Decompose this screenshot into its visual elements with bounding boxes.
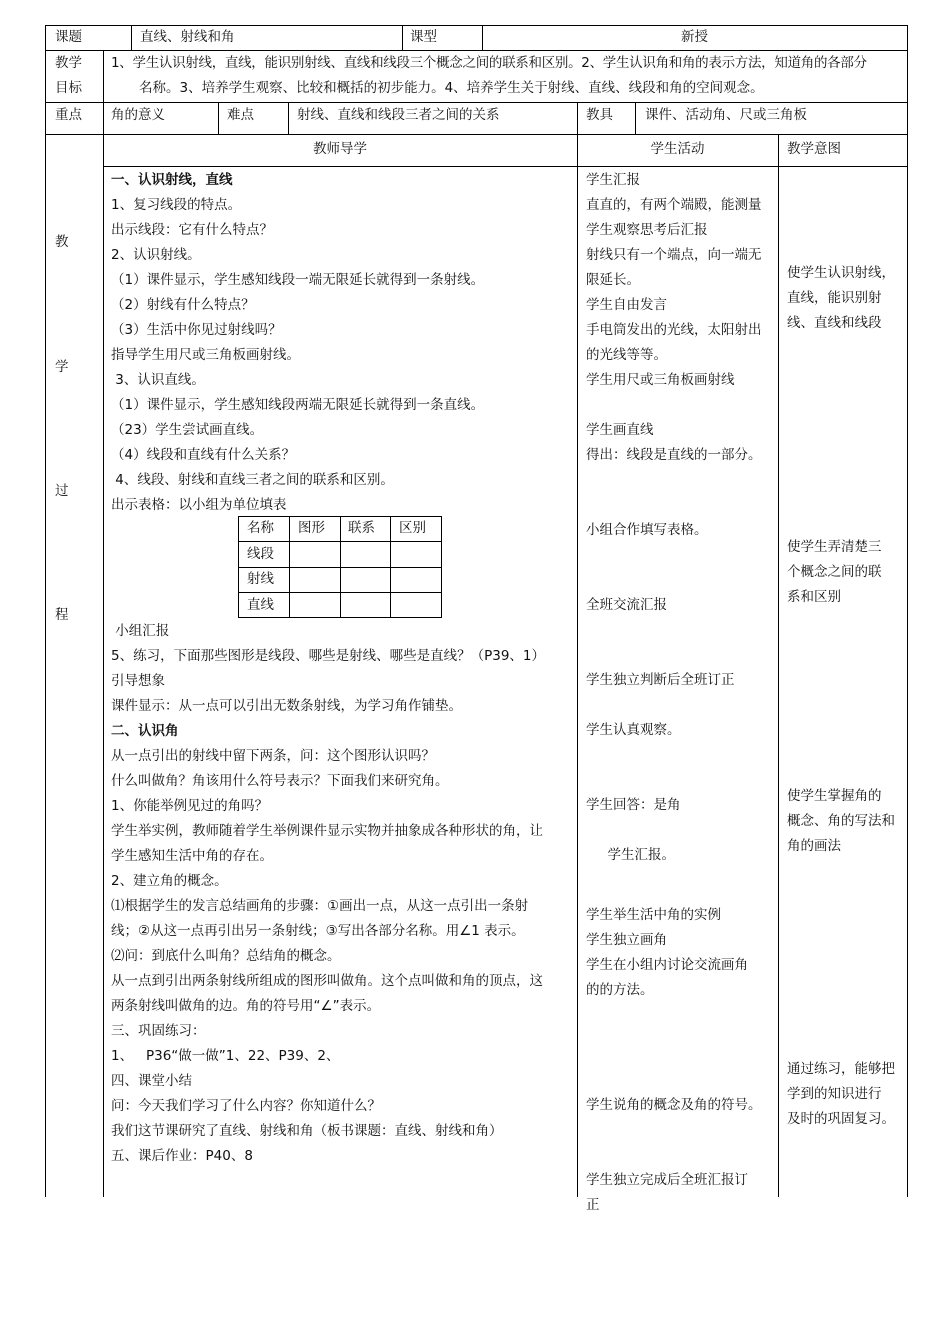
student-activity-line: 的光线等等。 bbox=[586, 347, 667, 363]
rule bbox=[340, 516, 341, 618]
process-side-label: 程 bbox=[55, 607, 69, 623]
student-activity-line: 学生汇报。 bbox=[586, 847, 675, 863]
intent-line: 角的画法 bbox=[787, 838, 841, 854]
text-line: 三、巩固练习： bbox=[111, 1023, 206, 1039]
student-activity-line: 小组合作填写表格。 bbox=[586, 522, 708, 538]
student-activity-line: 的的方法。 bbox=[586, 982, 654, 998]
text-line: 1、复习线段的特点。 bbox=[111, 197, 242, 213]
student-activity-line: 学生独立画角 bbox=[586, 932, 667, 948]
student-activity-line: 学生回答：是角 bbox=[586, 797, 681, 813]
focus-value: 角的意义 bbox=[111, 107, 165, 123]
process-side-label: 学 bbox=[55, 359, 69, 375]
rule bbox=[635, 102, 636, 134]
table-row-label: 射线 bbox=[247, 571, 274, 587]
table-header-cell: 区别 bbox=[399, 520, 426, 536]
intent-line: 个概念之间的联 bbox=[787, 564, 882, 580]
text-line: 学生感知生活中角的存在。 bbox=[111, 848, 273, 864]
text-line: 2、建立角的概念。 bbox=[111, 873, 228, 889]
table-header-cell: 图形 bbox=[298, 520, 325, 536]
rule bbox=[402, 25, 403, 50]
difficulty-value: 射线、直线和线段三者之间的关系 bbox=[297, 107, 500, 123]
student-activity-line: 得出：线段是直线的一部分。 bbox=[586, 447, 762, 463]
student-column-header: 学生活动 bbox=[650, 141, 705, 157]
intent-line: 及时的巩固复习。 bbox=[787, 1111, 895, 1127]
text-line: 问：今天我们学习了什么内容？你知道什么？ bbox=[111, 1098, 381, 1114]
text-line: （3）生活中你见过射线吗？ bbox=[111, 322, 282, 338]
text-line: 什么叫做角？角该用什么符号表示？下面我们来研究角。 bbox=[111, 773, 449, 789]
text-line: （1）课件显示，学生感知线段一端无限延长就得到一条射线。 bbox=[111, 272, 485, 288]
intent-line: 学到的知识进行 bbox=[787, 1086, 882, 1102]
text-line: 我们这节课研究了直线、射线和角（板书课题：直线、射线和角） bbox=[111, 1123, 503, 1139]
text-line: 1、你能举例见过的角吗？ bbox=[111, 798, 269, 814]
text-line: 从一点到引出两条射线所组成的图形叫做角。这个点叫做和角的顶点，这 bbox=[111, 973, 543, 989]
student-activity-line: 学生独立判断后全班订正 bbox=[586, 672, 735, 688]
rule bbox=[577, 134, 578, 1197]
text-line: ⑵问：到底什么叫角？总结角的概念。 bbox=[111, 948, 341, 964]
student-activity-line: 直直的，有两个端殿，能测量 bbox=[586, 197, 762, 213]
rule bbox=[103, 134, 104, 1197]
intent-block-3 bbox=[787, 784, 895, 859]
rule bbox=[441, 516, 442, 618]
rule bbox=[218, 102, 219, 134]
intent-block-4 bbox=[787, 1057, 895, 1132]
intent-line: 直线，能识别射 bbox=[787, 290, 882, 306]
intent-line: 通过练习，能够把 bbox=[787, 1061, 895, 1077]
text-line: 5、练习，下面那些图形是线段、哪些是射线、哪些是直线？（P39、1） bbox=[111, 648, 545, 664]
intent-line: 使学生掌握角的 bbox=[787, 788, 882, 804]
rule bbox=[131, 25, 132, 50]
text-line: （2）射线有什么特点？ bbox=[111, 297, 255, 313]
student-activity-line: 学生用尺或三角板画射线 bbox=[586, 372, 735, 388]
intent-block-1 bbox=[787, 261, 895, 336]
student-activity-line: 正 bbox=[586, 1197, 600, 1213]
student-activity-line: 学生汇报 bbox=[586, 172, 640, 188]
student-activity-line: 全班交流汇报 bbox=[586, 597, 667, 613]
text-line: 两条射线叫做角的边。角的符号用“∠”表示。 bbox=[111, 998, 381, 1014]
student-activity-column bbox=[586, 168, 776, 1213]
text-line: 引导想象 bbox=[111, 673, 165, 689]
student-activity-line: 学生认真观察。 bbox=[586, 722, 681, 738]
rule bbox=[390, 516, 391, 618]
student-activity-line: 射线只有一个端点，向一端无 bbox=[586, 247, 762, 263]
student-activity-line: 学生在小组内讨论交流画角 bbox=[586, 957, 748, 973]
text-line: 二、认识角 bbox=[111, 723, 179, 739]
text-line: 一、认识射线，直线 bbox=[111, 172, 233, 188]
intent-line: 使学生认识射线， bbox=[787, 265, 895, 281]
focus-label: 重点 bbox=[55, 107, 82, 123]
rule bbox=[238, 516, 239, 618]
table-row-label: 直线 bbox=[247, 597, 274, 613]
difficulty-label: 难点 bbox=[227, 107, 254, 123]
student-activity-line: 学生说角的概念及角的符号。 bbox=[586, 1097, 762, 1113]
text-line: ⑴根据学生的发言总结画角的步骤：①画出一点，从这一点引出一条射 bbox=[111, 898, 529, 914]
rule bbox=[778, 134, 779, 1197]
text-line: 指导学生用尺或三角板画射线。 bbox=[111, 347, 300, 363]
tools-label: 教具 bbox=[586, 107, 613, 123]
student-activity-line: 学生画直线 bbox=[586, 422, 654, 438]
text-line: 从一点引出的射线中留下两条，问：这个图形认识吗？ bbox=[111, 748, 435, 764]
intent-line: 系和区别 bbox=[787, 589, 841, 605]
intent-block-2 bbox=[787, 535, 882, 610]
rule bbox=[103, 102, 104, 134]
student-activity-line: 学生自由发言 bbox=[586, 297, 667, 313]
rule bbox=[45, 25, 46, 1197]
rule bbox=[288, 102, 289, 134]
teacher-column-header: 教师导学 bbox=[313, 141, 367, 157]
table-header-cell: 联系 bbox=[348, 520, 375, 536]
teacher-guide-part-1 bbox=[111, 168, 484, 518]
text-line: 3、认识直线。 bbox=[111, 372, 205, 388]
rule bbox=[907, 25, 908, 1197]
intent-line: 线、直线和线段 bbox=[787, 315, 882, 331]
intent-column-header: 教学意图 bbox=[787, 141, 841, 157]
text-line: （23）学生尝试画直线。 bbox=[111, 422, 264, 438]
text-line: 小组汇报 bbox=[111, 623, 170, 639]
student-activity-line: 限延长。 bbox=[586, 272, 640, 288]
objectives-label-1: 教学 bbox=[55, 55, 82, 71]
table-header-cell: 名称 bbox=[247, 520, 274, 536]
student-activity-line: 学生观察思考后汇报 bbox=[586, 222, 708, 238]
objectives-label-2: 目标 bbox=[55, 80, 82, 96]
text-line: 出示表格：以小组为单位填表 bbox=[111, 497, 287, 513]
process-side-label: 过 bbox=[55, 483, 69, 499]
rule bbox=[103, 50, 104, 102]
type-value: 新授 bbox=[681, 29, 708, 45]
intent-line: 使学生弄清楚三 bbox=[787, 539, 882, 555]
text-line: 学生举实例，教师随着学生举例课件显示实物并抽象成各种形状的角，让 bbox=[111, 823, 543, 839]
topic-label: 课题 bbox=[55, 29, 82, 45]
comparison-table bbox=[238, 516, 442, 618]
rule bbox=[577, 102, 578, 134]
text-line: （4）线段和直线有什么关系？ bbox=[111, 447, 296, 463]
type-label: 课型 bbox=[410, 29, 437, 45]
text-line: （1）课件显示，学生感知线段两端无限延长就得到一条直线。 bbox=[111, 397, 485, 413]
text-line: 出示线段：它有什么特点？ bbox=[111, 222, 273, 238]
student-activity-line: 学生独立完成后全班汇报订 bbox=[586, 1172, 748, 1188]
text-line: 2、认识射线。 bbox=[111, 247, 201, 263]
student-activity-line: 学生举生活中角的实例 bbox=[586, 907, 721, 923]
topic-value: 直线、射线和角 bbox=[140, 29, 235, 45]
objectives-text-1: 1、学生认识射线，直线，能识别射线、直线和线段三个概念之间的联系和区别。2、学生认识角和角的表示方法，知道角的各部分 bbox=[111, 55, 867, 71]
table-row-label: 线段 bbox=[247, 546, 274, 562]
tools-value: 课件、活动角、尺或三角板 bbox=[645, 107, 807, 123]
intent-line: 概念、角的写法和 bbox=[787, 813, 895, 829]
objectives-text-2: 名称。3、培养学生观察、比较和概括的初步能力。4、培养学生关于射线、直线、线段和角的空间观念。 bbox=[139, 80, 764, 96]
text-line: 四、课堂小结 bbox=[111, 1073, 192, 1089]
text-line: 线；②从这一点再引出另一条射线；③写出各部分名称。用∠1 表示。 bbox=[111, 923, 525, 939]
text-line: 1、 P36“做一做”1、22、P39、2、 bbox=[111, 1048, 340, 1064]
process-side-label: 教 bbox=[55, 234, 69, 250]
teacher-guide-part-2 bbox=[111, 619, 545, 1169]
text-line: 五、课后作业：P40、8 bbox=[111, 1148, 253, 1164]
rule bbox=[289, 516, 290, 618]
text-line: 课件显示：从一点可以引出无数条射线，为学习角作铺垫。 bbox=[111, 698, 462, 714]
text-line: 4、线段、射线和直线三者之间的联系和区别。 bbox=[111, 472, 394, 488]
student-activity-line: 手电筒发出的光线，太阳射出 bbox=[586, 322, 762, 338]
rule bbox=[103, 166, 908, 167]
